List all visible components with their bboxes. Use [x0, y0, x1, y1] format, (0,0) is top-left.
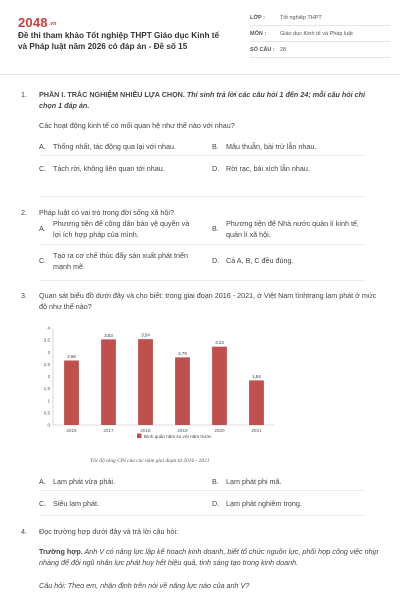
x-tick-label: 2021 — [251, 428, 262, 433]
x-tick-label: 2019 — [177, 428, 188, 433]
question-stem: Đọc trường hợp dưới đây và trả lời câu hỏi: — [39, 527, 179, 536]
cpi-chart — [39, 322, 279, 442]
y-tick-label: 1 — [47, 398, 50, 404]
x-tick-label: 2018 — [140, 428, 151, 433]
y-tick-label: 2 — [47, 374, 50, 380]
bar-value-label: 1,84 — [252, 373, 261, 379]
y-tick-label: 0 — [47, 422, 50, 428]
option-2b[interactable]: B. Phương tiện để Nhà nước quản lí kinh tế, quản lí xã hội. — [212, 219, 359, 239]
y-tick-label: 3 — [47, 349, 50, 355]
question-divider — [39, 196, 365, 197]
bar — [101, 339, 116, 425]
question-divider — [39, 515, 365, 516]
y-tick-label: 0,5 — [43, 410, 50, 416]
question-number: 1. — [21, 90, 27, 99]
question-number: 4. — [21, 527, 27, 536]
bar — [175, 357, 190, 425]
y-tick-label: 4 — [47, 325, 50, 331]
page: 2048.vn Đề thi tham khảo Tốt nghiệp THPT Giáo dục Kinh tế và Pháp luật năm 2026 có đáp án - Đề số 15 LỚP : Tốt nghiệp THPT MÔN : Giáo dục Kinh tế và Pháp luật SỐ CÂU : 28 1. PHẦN I. TRẮC NGHIỆM NHIỀU LỰA CHỌN. Thí sinh trả lời các câu hỏi 1 đến 24; mỗi câu hỏi chỉ chọn 1 đáp án. Các hoạt động kinh tế có mối quan hệ như thế nào với nhau? A. Thống nhất, tác động qua lại với nhau. B. Mâu thuẫn, bài trừ lẫn nhau. C. Tách rời, không liên quan tới nhau. D. Rời rạc, bài xích lẫn nhau. 2. Pháp luật có vai trò trong đời sống xã hội? A. Phương tiện để công dân bảo vệ quyền và lợi ích hợp pháp của mình. B. Phương tiện để Nhà nước quản lí kinh tế, quản lí xã hội. C. Tạo ra cơ chế thúc đẩy sản xuất phát triển mạnh mẽ. D. Cả A, B, C đều đúng. 3. Quan sát biểu đồ dưới đây và cho biết: trong giai đoạn 2016 - 2021, ở Việt Nam tìnhtrạng lạm phát ở mức độ như thế nào? 0 0,5 1 1,5 2 2,5 3 3,5 4 2,66 2016 3,53 2017 3,54 2018 2,79 2019 3,23 2020 1,84 2021 Bình quân năm so với năm trước Tốc độ tăng CPI của các năm giai đoạn từ 2016 - 2021 A. Lạm phát vừa phải. B. Lạm phát phi mã. C. Siêu lạm phát. D. Lạm phát nghiêm trọng. 4. Đọc trường hợp dưới đây và trả lời câu hỏi: Trường hợp. Anh V có năng lực lập kế hoạch kinh doanh, biết tổ chức nguồn lực, phối hợp công việc nhịp nhàng để đội ngũ nhân lực phát huy hết hiệu quả, tinh sáng tạo trong kinh doanh. Câu hỏi: Theo em, nhận định trên nói về năng lực nào của anh V? — [0, 0, 400, 600]
option-divider — [39, 490, 365, 491]
x-tick-label: 2016 — [66, 428, 77, 433]
legend-swatch — [137, 434, 142, 439]
meta-subject: MÔN : Giáo dục Kinh tế và Pháp luật — [250, 26, 390, 42]
x-tick-label: 2017 — [103, 428, 114, 433]
y-tick-label: 1,5 — [43, 386, 50, 392]
question-stem: Pháp luật có vai trò trong đời sống xã hội? — [39, 208, 174, 217]
option-divider — [39, 155, 365, 156]
y-tick-label: 3,5 — [43, 337, 50, 343]
case-label: Trường hợp. — [39, 547, 83, 556]
case-text: Anh V có năng lực lập kế hoạch kinh doanh, biết tổ chức nguồn lực, phối hợp công việc nhịp nhàng để đội ngũ nhân lực phát huy hết hiệu quả, tinh sáng tạo trong kinh doanh. — [39, 547, 379, 567]
question-divider — [39, 280, 365, 281]
bar — [249, 380, 264, 425]
option-2c[interactable]: C. Tạo ra cơ chế thúc đẩy sản xuất phát triển mạnh mẽ. — [39, 251, 188, 271]
option-2a[interactable]: A. Phương tiện để công dân bảo vệ quyền và lợi ích hợp pháp của mình. — [39, 219, 190, 239]
bar — [212, 347, 227, 425]
question-instruction: PHẦN I. TRẮC NGHIỆM NHIỀU LỰA CHỌN. Thí sinh trả lời các câu hỏi 1 đến 24; mỗi câu hỏi chỉ chọn 1 đáp án. — [39, 90, 366, 110]
bar — [64, 360, 79, 425]
site-logo[interactable]: 2048.vn — [18, 15, 57, 30]
meta-count: SỐ CÂU : 28 — [250, 42, 390, 58]
bar-value-label: 3,23 — [215, 340, 224, 346]
bar-value-label: 2,66 — [67, 353, 76, 359]
exam-title: Đề thi tham khảo Tốt nghiệp THPT Giáo dục Kinh tế và Pháp luật năm 2026 có đáp án - Đề số 15 — [18, 31, 220, 51]
question-number: 3. — [21, 291, 27, 300]
chart-caption: Tốc độ tăng CPI của các năm giai đoạn từ 2016 - 2021 — [90, 458, 210, 464]
question-stem: Quan sát biểu đồ dưới đây và cho biết: trong giai đoạn 2016 - 2021, ở Việt Nam tìnhtrạng lạm phát ở mức độ như thế nào? — [39, 291, 377, 311]
question-number: 2. — [21, 208, 27, 217]
bar — [138, 339, 153, 425]
x-tick-label: 2020 — [214, 428, 225, 433]
cpi-bar-chart — [39, 322, 279, 452]
bar-value-label: 3,53 — [104, 332, 113, 338]
header — [18, 10, 388, 68]
exam-meta — [250, 10, 390, 58]
legend-label: Bình quân năm so với năm trước — [144, 433, 212, 439]
bar-value-label: 3,54 — [141, 332, 150, 338]
header-divider — [0, 74, 400, 75]
bar-value-label: 2,79 — [178, 350, 187, 356]
option-divider — [39, 244, 365, 245]
meta-class: LỚP : Tốt nghiệp THPT — [250, 10, 390, 26]
y-tick-label: 2,5 — [43, 361, 50, 367]
